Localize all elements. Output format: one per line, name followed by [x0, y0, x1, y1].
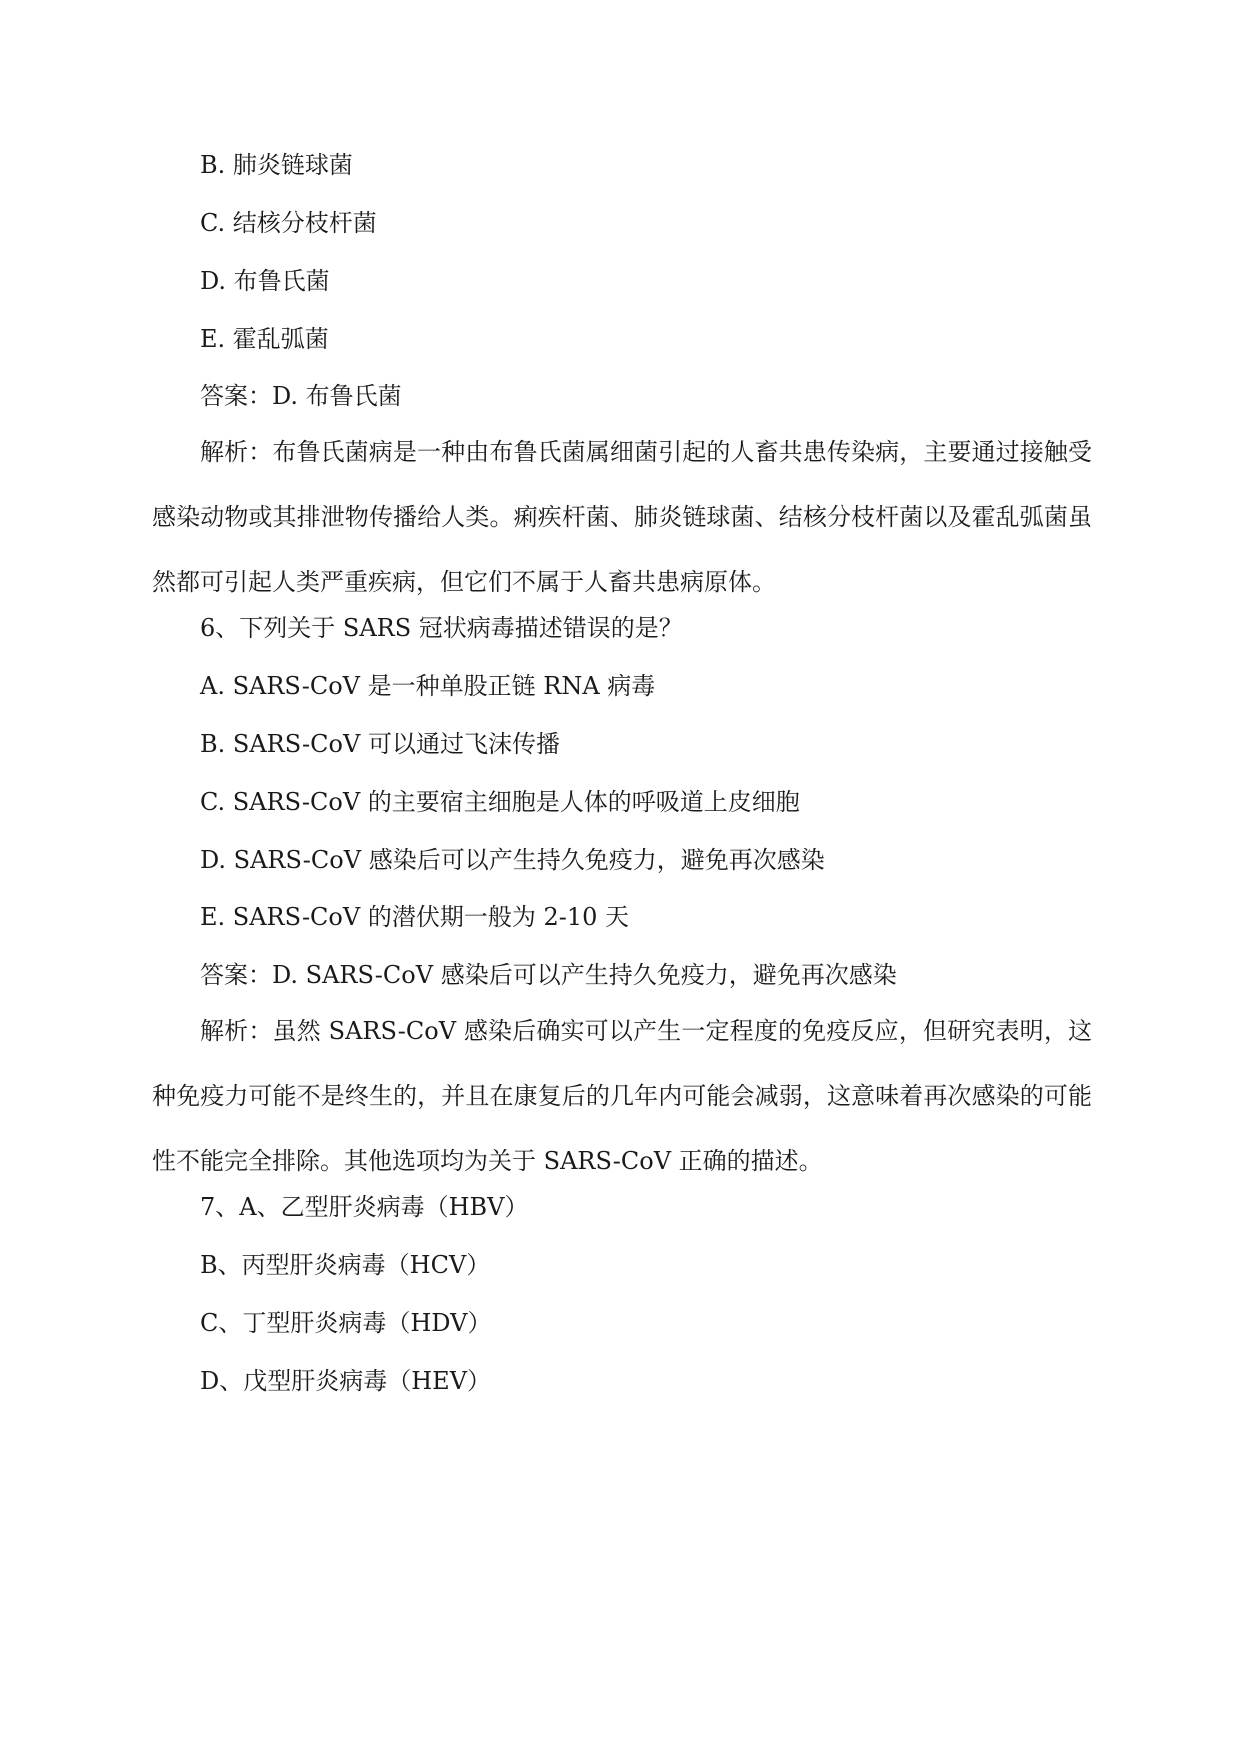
- q6-option-a: A. SARS-CoV 是一种单股正链 RNA 病毒: [200, 672, 656, 700]
- q6-option-d: D. SARS-CoV 感染后可以产生持久免疫力，避免再次感染: [200, 846, 825, 874]
- q5-answer: 答案：D. 布鲁氏菌: [200, 382, 402, 410]
- q6-option-e: E. SARS-CoV 的潜伏期一般为 2-10 天: [200, 903, 629, 931]
- q5-option-b: B. 肺炎链球菌: [200, 151, 353, 179]
- q6-option-c: C. SARS-CoV 的主要宿主细胞是人体的呼吸道上皮细胞: [200, 788, 800, 816]
- q7-option-d: D、戊型肝炎病毒（HEV）: [200, 1367, 492, 1395]
- q7-option-b: B、丙型肝炎病毒（HCV）: [200, 1251, 491, 1279]
- q5-option-d: D. 布鲁氏菌: [200, 267, 330, 295]
- q6-answer: 答案：D. SARS-CoV 感染后可以产生持久免疫力，避免再次感染: [200, 961, 897, 989]
- q6-question: 6、下列关于 SARS 冠状病毒描述错误的是？: [200, 614, 683, 642]
- q6-option-b: B. SARS-CoV 可以通过飞沫传播: [200, 730, 560, 758]
- q5-option-c: C. 结核分枝杆菌: [200, 209, 377, 237]
- q7-option-c: C、丁型肝炎病毒（HDV）: [200, 1309, 492, 1337]
- q5-explanation: 解析：布鲁氏菌病是一种由布鲁氏菌属细菌引起的人畜共患传染病，主要通过接触受感染动物或其排泄物传播给人类。痢疾杆菌、肺炎链球菌、结核分枝杆菌以及霍乱弧菌虽然都可引起人类严重疾病，但它们不属于人畜共患病原体。: [152, 438, 1092, 596]
- q6-explanation: 解析：虽然 SARS-CoV 感染后确实可以产生一定程度的免疫反应，但研究表明，这种免疫力可能不是终生的，并且在康复后的几年内可能会减弱，这意味着再次感染的可能性不能完全排除。其他选项均为关于 SARS-CoV 正确的描述。: [152, 1017, 1092, 1175]
- q5-option-e: E. 霍乱弧菌: [200, 325, 329, 353]
- q7-option-a: 7、A、乙型肝炎病毒（HBV）: [200, 1193, 529, 1221]
